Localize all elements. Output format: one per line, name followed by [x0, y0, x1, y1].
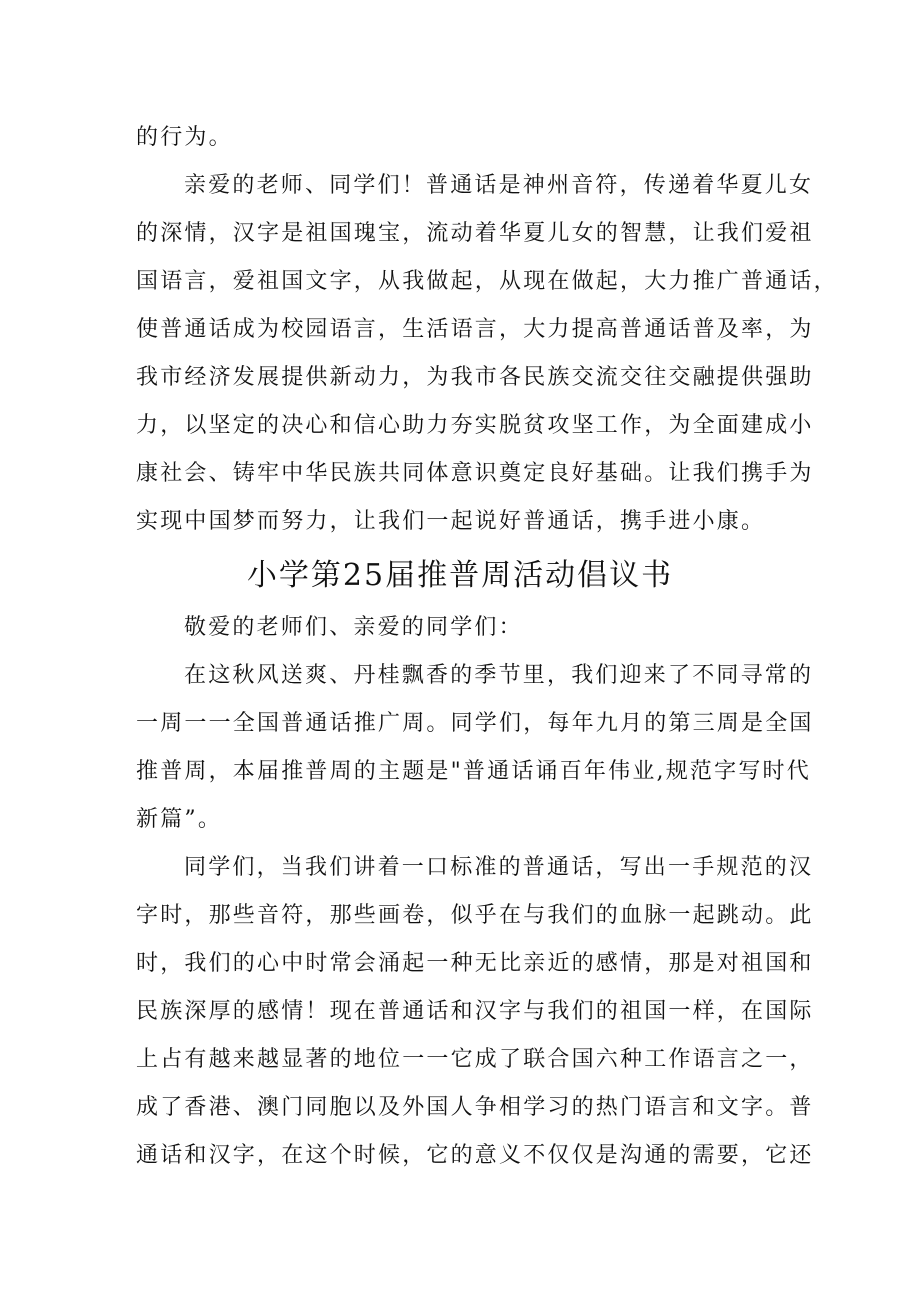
document-title: 小学第25届推普周活动倡议书 — [246, 558, 674, 593]
paragraph-2-line: 我市经济发展提供新动力，为我市各民族交流交往交融提供强助 — [136, 365, 814, 390]
paragraph-4-line: 民族深厚的感情！现在普通话和汉字与我们的祖国一样，在国际 — [136, 999, 814, 1024]
salutation: 敬爱的老师们、亲爱的同学们： — [184, 615, 523, 640]
paragraph-2-line: 的深情，汉字是祖国瑰宝，流动着华夏儿女的智慧，让我们爱祖 — [136, 221, 814, 246]
paragraph-3-line: 在这秋风送爽、丹桂飘香的季节里，我们迎来了不同寻常的 — [184, 663, 814, 688]
paragraph-2-line: 亲爱的老师、同学们！普通话是神州音符，传递着华夏儿女 — [184, 173, 814, 198]
paragraph-2-line: 使普通话成为校园语言，生活语言，大力提高普通话普及率，为 — [136, 317, 814, 342]
paragraph-3-line: 新篇”。 — [136, 807, 223, 832]
paragraph-3-line: 推普周，本届推普周的主题是"普通话诵百年伟业,规范字写时代 — [136, 759, 811, 784]
paragraph-2-line: 康社会、铸牢中华民族共同体意识奠定良好基础。让我们携手为 — [136, 461, 814, 486]
paragraph-2-line: 实现中国梦而努力，让我们一起说好普通话，携手进小康。 — [136, 509, 766, 534]
paragraph-4-line: 成了香港、澳门同胞以及外国人争相学习的热门语言和文字。普 — [136, 1095, 814, 1120]
paragraph-3-line: 一周一一全国普通话推广周。同学们，每年九月的第三周是全国 — [136, 711, 814, 736]
paragraph-4-line: 字时，那些音符，那些画卷，似乎在与我们的血脉一起跳动。此 — [136, 903, 814, 928]
paragraph-2-line: 国语言，爱祖国文字，从我做起，从现在做起，大力推广普通话， — [136, 269, 838, 294]
paragraph-2-line: 力，以坚定的决心和信心助力夯实脱贫攻坚工作，为全面建成小 — [136, 413, 814, 438]
paragraph-4-line: 同学们，当我们讲着一口标准的普通话，写出一手规范的汉 — [184, 855, 814, 880]
paragraph-1-line: 的行为。 — [136, 125, 233, 150]
paragraph-4-line: 通话和汉字，在这个时候，它的意义不仅仅是沟通的需要，它还 — [136, 1143, 814, 1168]
paragraph-4-line: 上占有越来越显著的地位一一它成了联合国六种工作语言之一， — [136, 1047, 814, 1072]
paragraph-4-line: 时，我们的心中时常会涌起一种无比亲近的感情，那是对祖国和 — [136, 951, 814, 976]
